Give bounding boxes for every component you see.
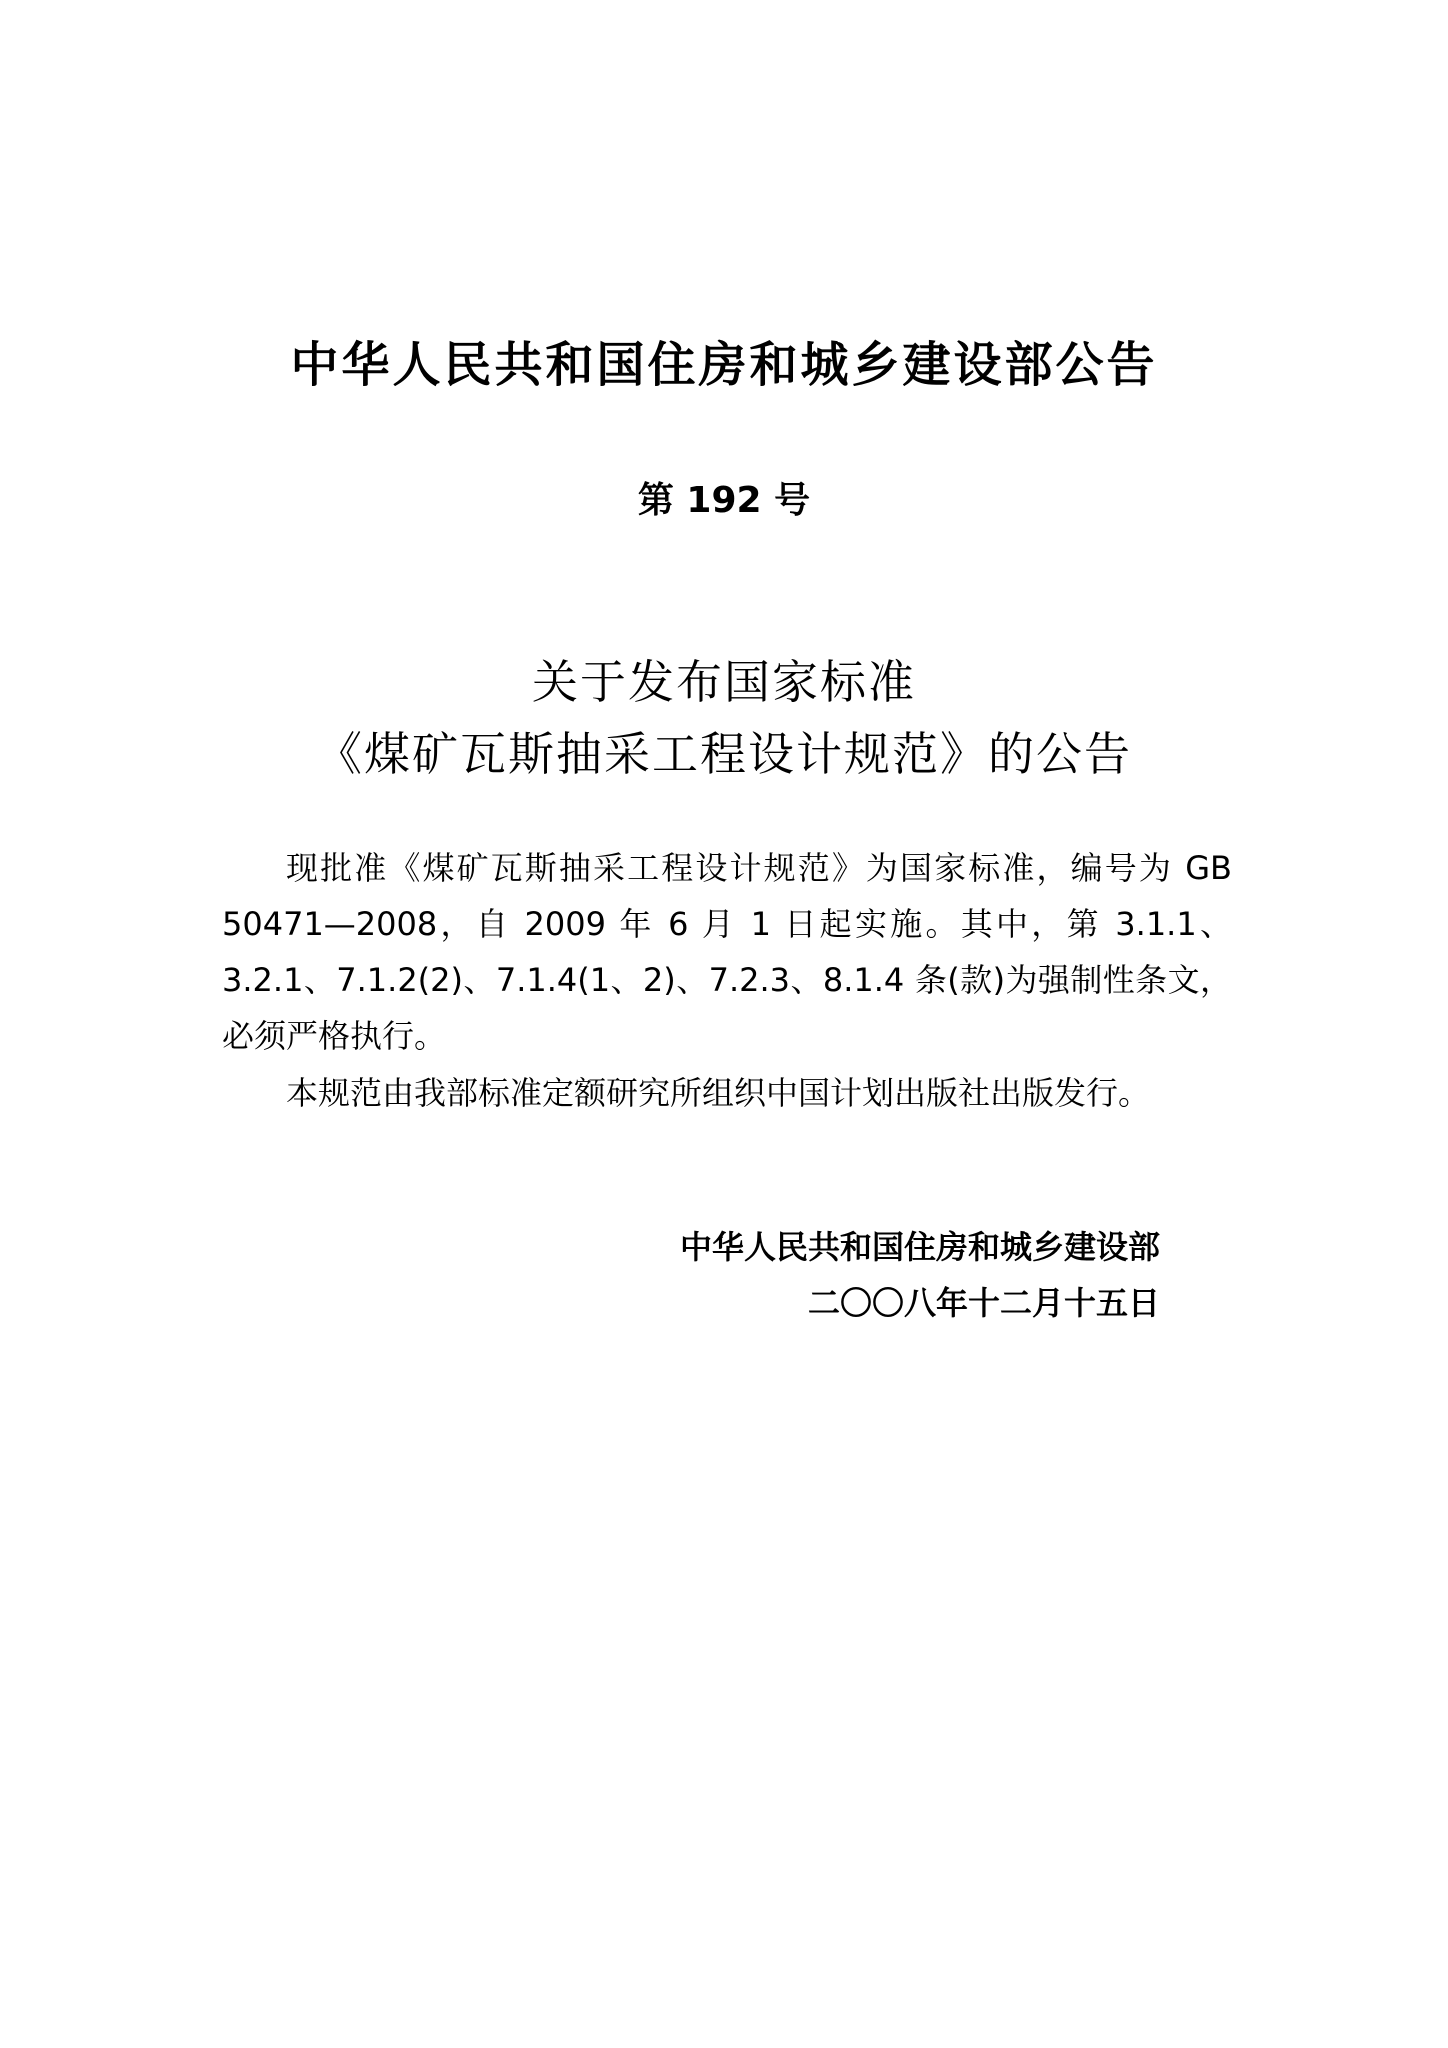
signature-issuer: 中华人民共和国住房和城乡建设部 — [679, 1228, 1160, 1266]
ministry-heading: 中华人民共和国住房和城乡建设部公告 — [290, 337, 1158, 393]
body-paragraph-publication: 本规范由我部标准定额研究所组织中国计划出版社出版发行。 — [286, 1074, 1151, 1112]
announcement-number: 第 192 号 — [637, 480, 811, 521]
body-paragraph-2-block — [222, 1065, 1232, 1121]
body-paragraph-approval: 现批准《煤矿瓦斯抽采工程设计规范》为国家标准，编号为 GB 50471—2008，自 2009 年 6 月 1 日起实施。其中，第 3.1.1、3.2.1、7.1.2(2)、7.1.4(1、2)、7.2.3、8.1.4 条(款)为强制性条文，必须严格执行。 — [222, 849, 1232, 1055]
announcement-title-line-1: 关于发布国家标准 — [532, 655, 916, 709]
announcement-title-line-2: 《煤矿瓦斯抽采工程设计规范》的公告 — [316, 727, 1132, 781]
signature-date: 二〇〇八年十二月十五日 — [807, 1284, 1160, 1322]
body-paragraph-1-block — [222, 840, 1232, 1064]
